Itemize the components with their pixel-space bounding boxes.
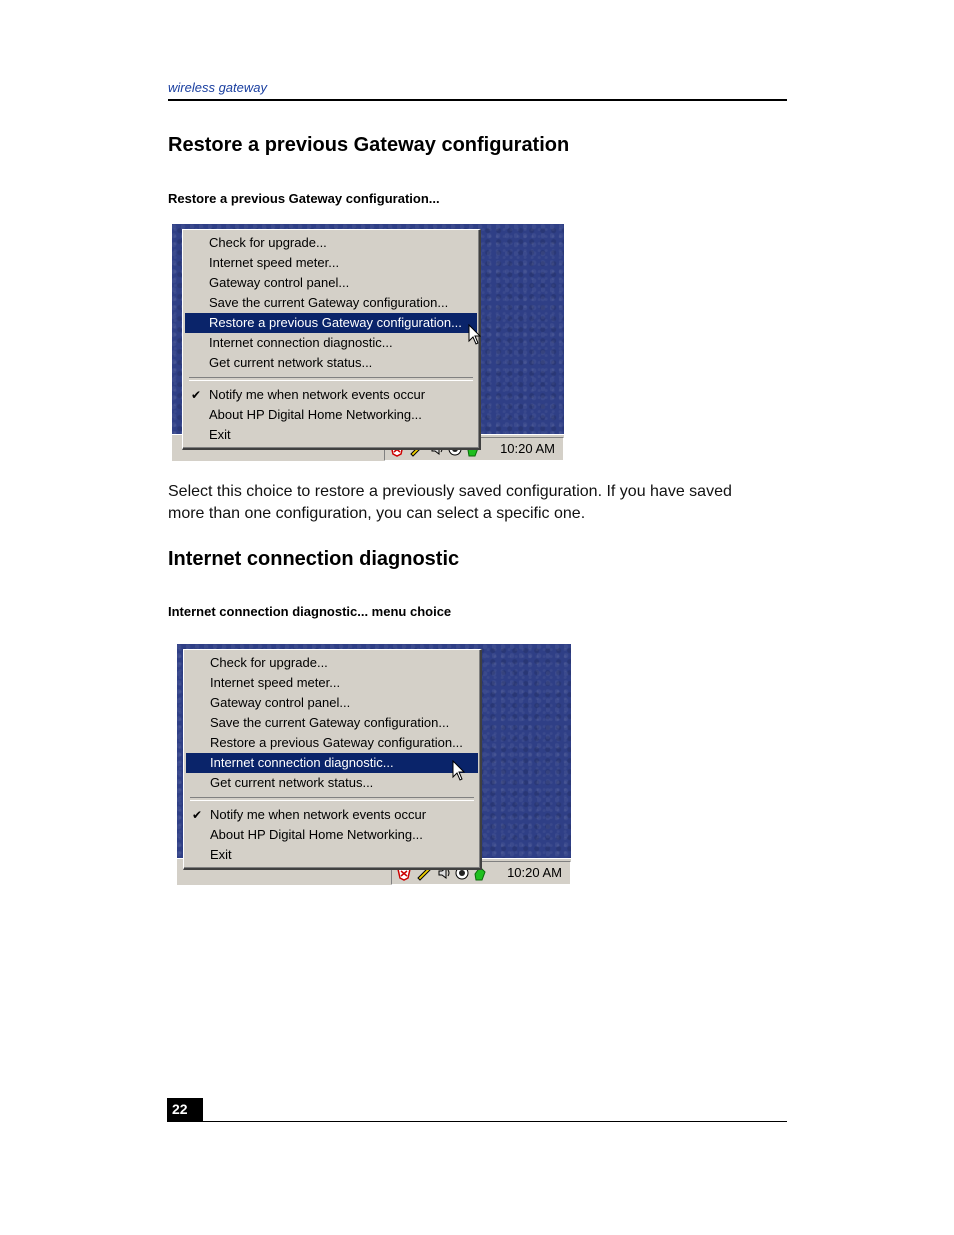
menu-separator [189,377,473,381]
screenshot-restore-menu [172,224,564,461]
menu-separator [190,797,474,801]
menu-item-network-status[interactable]: Get current network status... [210,775,374,790]
mouse-cursor-icon [452,760,466,782]
menu-item-about[interactable]: About HP Digital Home Networking... [210,827,423,842]
menu-item-check-upgrade[interactable]: Check for upgrade... [210,655,328,670]
menu-item-speed-meter[interactable]: Internet speed meter... [210,675,341,690]
context-menu [183,649,482,870]
menu-item-restore-config[interactable]: Restore a previous Gateway configuration... [185,313,477,333]
menu-item-exit[interactable]: Exit [210,847,232,862]
menu-item-save-config[interactable]: Save the current Gateway configuration... [209,295,449,310]
section-title-diagnostic: Internet connection diagnostic [168,548,460,570]
menu-item-check-upgrade[interactable]: Check for upgrade... [209,235,327,250]
running-header: wireless gateway [168,80,267,95]
body-paragraph: Select this choice to restore a previously saved configuration. If you have saved more than one configuration, you can select a specific one. [168,483,732,522]
footer-rule [168,1121,787,1122]
checkmark-icon: ✔ [192,808,203,822]
menu-item-about[interactable]: About HP Digital Home Networking... [209,407,422,422]
header-rule [168,99,787,101]
menu-item-notify[interactable] [185,385,477,405]
menu-item-speed-meter[interactable]: Internet speed meter... [209,255,340,270]
menu-item-save-config[interactable]: Save the current Gateway configuration... [210,715,450,730]
menu-item-notify-label: Notify me when network events occur [209,387,426,402]
menu-item-connection-diagnostic[interactable]: Internet connection diagnostic... [186,753,478,773]
menu-item-restore-config[interactable]: Restore a previous Gateway configuration... [210,735,463,750]
screenshot-diagnostic-menu [177,644,571,885]
clock[interactable]: 10:20 AM [500,441,555,456]
context-menu [182,229,481,450]
menu-item-notify[interactable] [186,805,478,825]
section-title-restore: Restore a previous Gateway configuration [168,134,570,156]
menu-item-network-status[interactable]: Get current network status... [209,355,373,370]
figure-caption-diagnostic: Internet connection diagnostic... menu choice [168,604,452,619]
menu-item-connection-diagnostic[interactable]: Internet connection diagnostic... [209,335,393,350]
figure-caption-restore: Restore a previous Gateway configuration... [168,191,440,206]
page-number: 22 [167,1098,203,1122]
menu-item-control-panel[interactable]: Gateway control panel... [209,275,350,290]
checkmark-icon: ✔ [191,388,202,402]
menu-item-exit[interactable]: Exit [209,427,231,442]
clock[interactable]: 10:20 AM [507,865,562,880]
menu-item-control-panel[interactable]: Gateway control panel... [210,695,351,710]
menu-item-notify-label: Notify me when network events occur [210,807,427,822]
mouse-cursor-icon [468,324,482,346]
